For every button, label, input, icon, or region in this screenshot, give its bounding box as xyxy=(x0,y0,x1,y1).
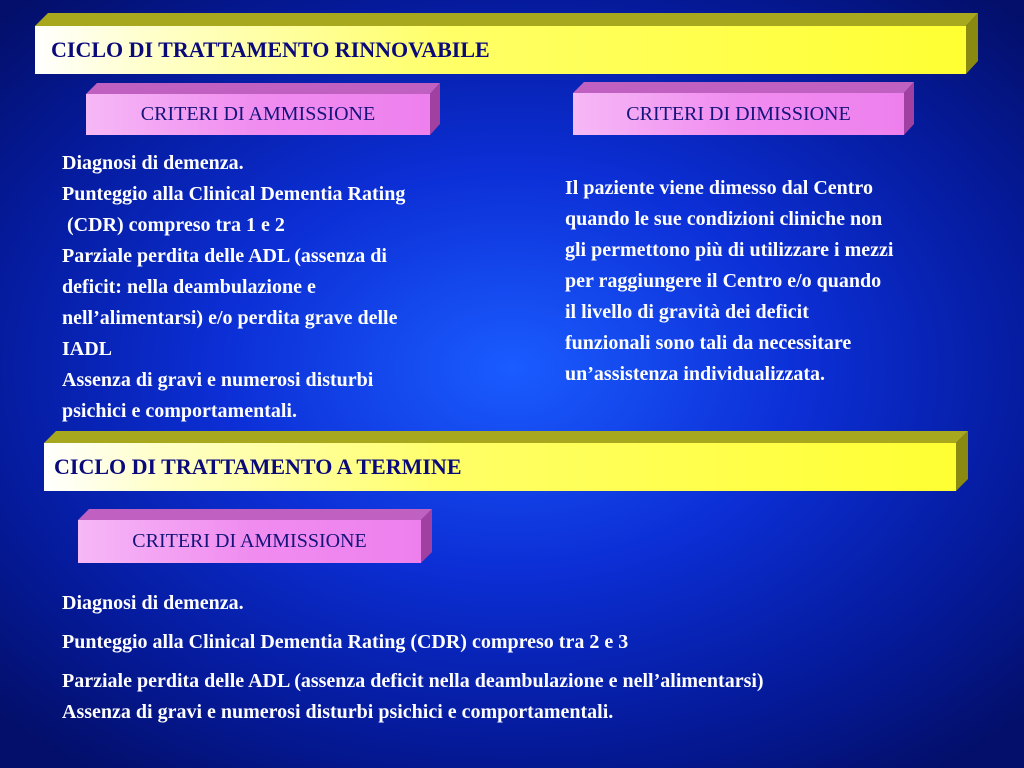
section2-admission-header-box xyxy=(78,509,432,563)
section1-discharge-header: CRITERI DI DIMISSIONE xyxy=(626,102,851,125)
section1-title: CICLO DI TRATTAMENTO RINNOVABILE xyxy=(51,37,490,62)
admission-line: psichici e comportamentali. xyxy=(62,400,297,422)
discharge-line: un’assistenza individualizzata. xyxy=(565,363,826,385)
section2-admission-header: CRITERI DI AMMISSIONE xyxy=(132,530,367,552)
admission-line: Diagnosi di demenza. xyxy=(62,592,244,614)
section1-admission-header: CRITERI DI AMMISSIONE xyxy=(140,103,376,125)
discharge-line: per raggiungere il Centro e/o quando xyxy=(565,270,882,292)
admission-line: nell’alimentarsi) e/o perdita grave delle xyxy=(62,307,398,329)
discharge-line: gli permettono più di utilizzare i mezzi xyxy=(565,239,894,261)
admission-line: (CDR) compreso tra 1 e 2 xyxy=(62,214,285,236)
discharge-line: il livello di gravità dei deficit xyxy=(565,301,809,323)
section1-admission-header-box xyxy=(86,83,440,135)
admission-line: Assenza di gravi e numerosi disturbi xyxy=(62,369,374,391)
discharge-line: Il paziente viene dimesso dal Centro xyxy=(565,177,873,199)
admission-line: IADL xyxy=(62,338,113,360)
section1-title-bar xyxy=(35,13,978,74)
discharge-line: funzionali sono tali da necessitare xyxy=(565,332,852,354)
admission-line: Parziale perdita delle ADL (assenza di xyxy=(62,245,387,267)
section1-discharge-text xyxy=(565,173,1005,390)
admission-line: Punteggio alla Clinical Dementia Rating (CDR) compreso tra 2 e 3 xyxy=(62,631,629,653)
section1-discharge-header-box xyxy=(573,82,914,135)
discharge-line: quando le sue condizioni cliniche non xyxy=(565,208,883,230)
section2-admission-text xyxy=(62,588,1002,728)
section2-title-bar xyxy=(44,431,968,491)
admission-line: Diagnosi di demenza. xyxy=(62,152,244,174)
admission-line: Punteggio alla Clinical Dementia Rating xyxy=(62,183,406,205)
section2-title: CICLO DI TRATTAMENTO A TERMINE xyxy=(54,454,462,479)
admission-line: Parziale perdita delle ADL (assenza deficit nella deambulazione e nell’alimentarsi) xyxy=(62,670,764,692)
admission-line: deficit: nella deambulazione e xyxy=(62,276,316,298)
section1-admission-text xyxy=(62,148,532,427)
admission-line: Assenza di gravi e numerosi disturbi psichici e comportamentali. xyxy=(62,701,614,723)
